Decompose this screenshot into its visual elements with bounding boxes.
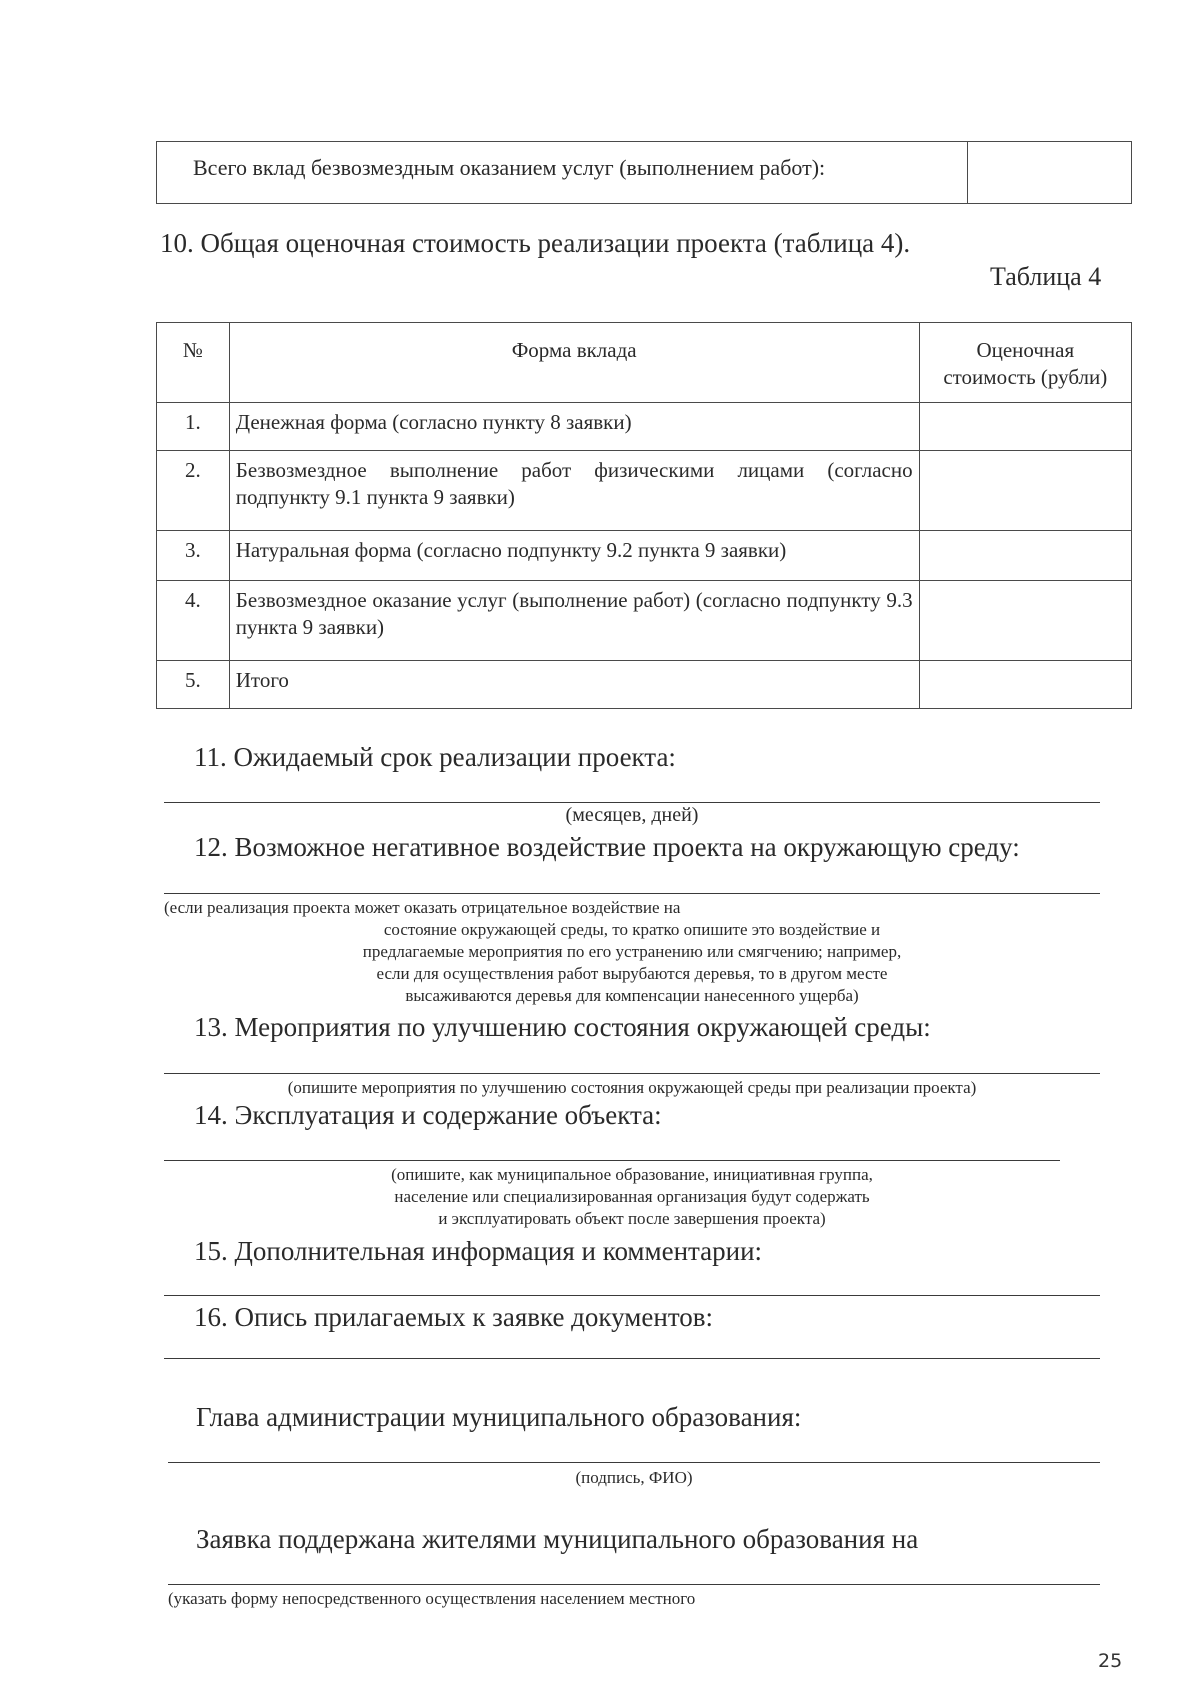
row-cost[interactable] <box>919 581 1131 661</box>
section-13-heading: 13. Мероприятия по улучшению состояния окружающей среды: <box>194 1012 931 1042</box>
section-16-heading: 16. Опись прилагаемых к заявке документов: <box>194 1302 714 1332</box>
head-admin-hint: (подпись, ФИО) <box>575 1468 693 1487</box>
section-13-hint: (опишите мероприятия по улучшению состояния окружающей среды при реализации проекта) <box>287 1078 977 1097</box>
row-num: 5. <box>157 661 230 709</box>
answer-line[interactable] <box>164 893 1100 894</box>
section-14-hint-line: и эксплуатировать объект после завершения проекта) <box>438 1209 826 1228</box>
answer-line[interactable] <box>164 802 1100 803</box>
row-form: Итого <box>229 661 919 709</box>
section-12-heading: 12. Возможное негативное воздействие проекта на окружающую среду: <box>194 832 1020 862</box>
answer-line[interactable] <box>168 1584 1100 1585</box>
cost-table <box>156 322 1132 709</box>
table-header-row <box>157 323 1132 403</box>
support-hint: (указать форму непосредственного осуществления населением местного <box>168 1589 696 1608</box>
header-num: № <box>157 323 230 403</box>
support-heading: Заявка поддержана жителями муниципального образования на <box>196 1524 919 1554</box>
section-11-hint: (месяцев, дней) <box>565 804 699 826</box>
answer-line[interactable] <box>164 1295 1100 1296</box>
section-14-heading: 14. Эксплуатация и содержание объекта: <box>194 1100 662 1130</box>
header-cost-line1: Оценочная <box>976 338 1075 362</box>
section-12-hint-line: высаживаются деревья для компенсации нанесенного ущерба) <box>405 986 859 1005</box>
row-cost[interactable] <box>919 403 1131 451</box>
answer-line[interactable] <box>164 1073 1100 1074</box>
row-cost[interactable] <box>919 451 1131 531</box>
row-cost[interactable] <box>919 531 1131 581</box>
table-row <box>157 142 1132 204</box>
contribution-total-table <box>156 141 1132 204</box>
answer-line[interactable] <box>164 1160 1060 1161</box>
page-number: 25 <box>1098 1650 1123 1672</box>
row-form: Безвозмездное оказание услуг (выполнение работ) (согласно подпункту 9.3 пункта 9 заявки) <box>229 581 919 661</box>
section-11-heading: 11. Ожидаемый срок реализации проекта: <box>194 742 676 772</box>
header-cost <box>919 323 1131 403</box>
table-row <box>157 403 1132 451</box>
signature-line[interactable] <box>168 1462 1100 1463</box>
section-15-heading: 15. Дополнительная информация и комментарии: <box>194 1236 763 1266</box>
row-form: Денежная форма (согласно пункту 8 заявки) <box>229 403 919 451</box>
section-12-hint-line: предлагаемые мероприятия по его устранению или смягчению; например, <box>362 942 902 961</box>
answer-line[interactable] <box>164 1358 1100 1359</box>
row-num: 4. <box>157 581 230 661</box>
section-14-hint-line: население или специализированная организация будут содержать <box>394 1187 870 1206</box>
header-form: Форма вклада <box>229 323 919 403</box>
section-10-heading: 10. Общая оценочная стоимость реализации проекта (таблица 4). <box>160 228 911 258</box>
section-12-hint-line: состояние окружающей среды, то кратко опишите это воздействие и <box>383 920 881 939</box>
table-row <box>157 451 1132 531</box>
header-cost-line2: стоимость (рубли) <box>943 365 1108 389</box>
contribution-total-value[interactable] <box>968 142 1132 204</box>
table-row <box>157 531 1132 581</box>
row-num: 3. <box>157 531 230 581</box>
contribution-total-label: Всего вклад безвозмездным оказанием услуг (выполнением работ): <box>157 142 968 204</box>
row-form: Безвозмездное выполнение работ физическими лицами (согласно подпункту 9.1 пункта 9 заявки) <box>229 451 919 531</box>
head-admin-heading: Глава администрации муниципального образования: <box>196 1402 802 1432</box>
table-row <box>157 661 1132 709</box>
table-row <box>157 581 1132 661</box>
section-12-hint-line: если для осуществления работ вырубаются деревья, то в другом месте <box>376 964 888 983</box>
section-14-hint-line: (опишите, как муниципальное образование, инициативная группа, <box>391 1165 873 1184</box>
row-form: Натуральная форма (согласно подпункту 9.2 пункта 9 заявки) <box>229 531 919 581</box>
table-4-caption: Таблица 4 <box>990 262 1102 291</box>
section-12-hint-line: (если реализация проекта может оказать отрицательное воздействие на <box>164 898 681 917</box>
row-num: 1. <box>157 403 230 451</box>
row-num: 2. <box>157 451 230 531</box>
row-cost[interactable] <box>919 661 1131 709</box>
